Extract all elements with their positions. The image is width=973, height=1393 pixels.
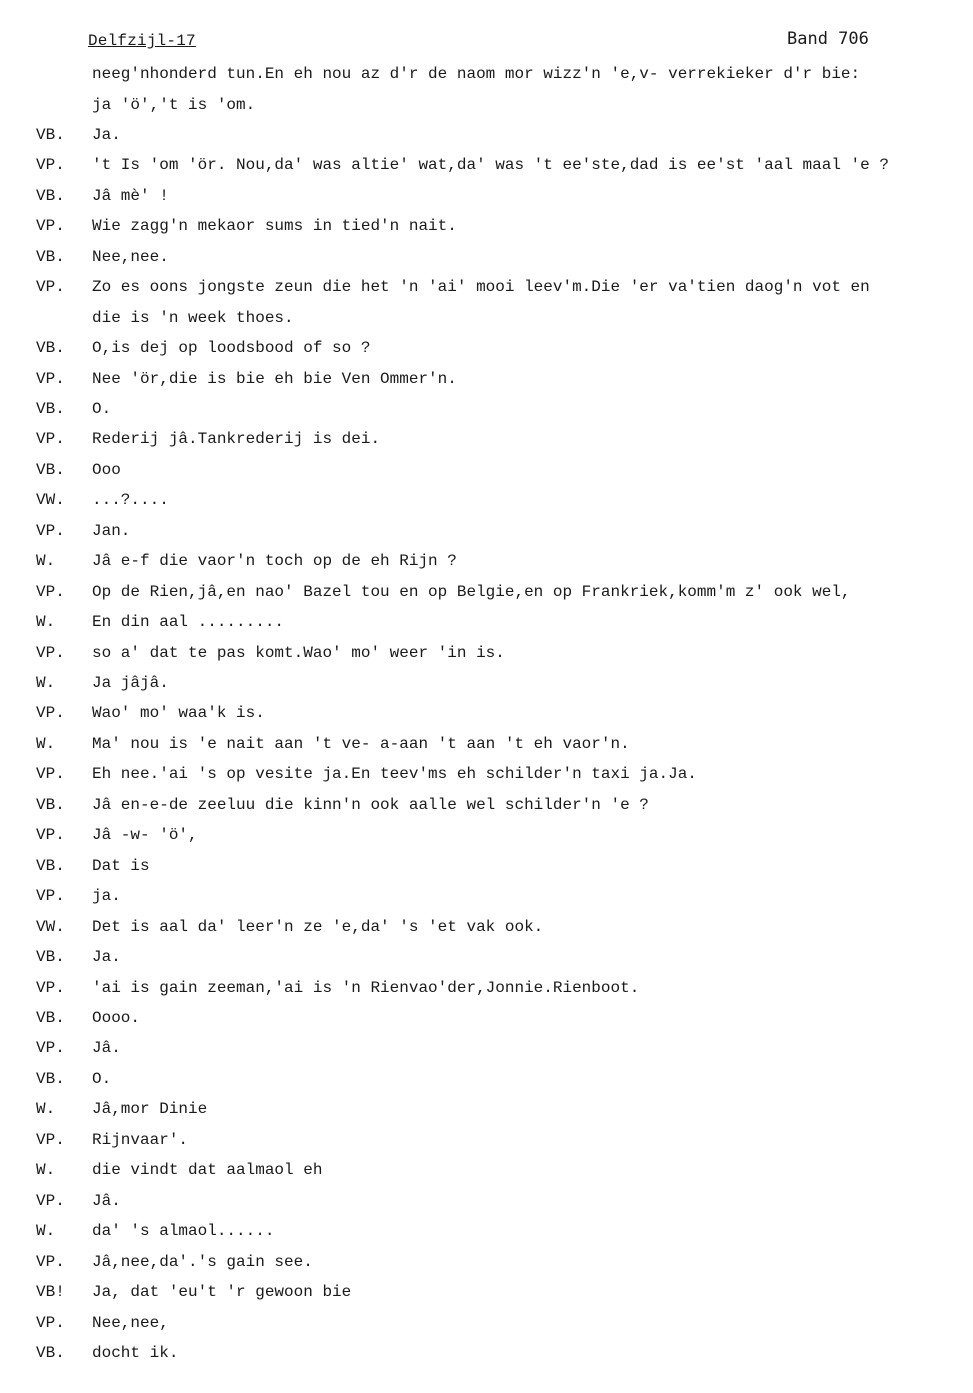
utterance-text: Rijnvaar'. — [92, 1130, 189, 1149]
transcript-line — [0, 245, 973, 269]
speaker-label: VP. — [36, 1039, 65, 1058]
transcript-line — [0, 275, 973, 299]
transcript-line — [0, 854, 973, 878]
utterance-text: Eh nee.'ai 's op vesite ja.En teev'ms eh schilder'n taxi ja.Ja. — [92, 765, 697, 784]
speaker-label: W. — [36, 1100, 56, 1119]
transcript-line — [0, 793, 973, 817]
speaker-label: VP. — [36, 643, 65, 662]
speaker-label: VP. — [36, 430, 65, 449]
speaker-label: VB. — [36, 795, 65, 814]
utterance-text: docht ik. — [92, 1343, 179, 1362]
utterance-text: Jâ. — [92, 1191, 121, 1210]
transcript-line — [0, 641, 973, 665]
speaker-label: W. — [36, 1222, 56, 1241]
utterance-text: O. — [92, 399, 112, 418]
utterance-text: O. — [92, 1069, 112, 1088]
transcript-line — [0, 427, 973, 451]
speaker-label: VW. — [36, 917, 65, 936]
speaker-label: VP. — [36, 1252, 65, 1271]
utterance-text: die is 'n week thoes. — [92, 308, 294, 327]
speaker-label: VB. — [36, 948, 65, 966]
transcript-line — [0, 580, 973, 604]
transcript-line — [0, 488, 973, 512]
utterance-text: Rederij jâ.Tankrederij is dei. — [92, 430, 381, 449]
transcript-line — [0, 458, 973, 482]
speaker-label: W. — [36, 674, 56, 692]
transcript-line — [0, 93, 973, 117]
speaker-label: VP. — [36, 978, 65, 997]
transcript-line — [0, 884, 973, 908]
speaker-label: W. — [36, 613, 56, 632]
speaker-label: VB. — [36, 125, 65, 144]
utterance-text: Jâ mè' ! — [92, 186, 169, 205]
speaker-label: VW. — [36, 491, 65, 510]
utterance-text: Op de Rien,jâ,en nao' Bazel tou en op Belgie,en op Frankriek,komm'm z' ook wel, — [92, 582, 851, 601]
speaker-label: VP. — [36, 704, 65, 723]
transcript-line — [0, 1189, 973, 1213]
utterance-text: Jâ,nee,da'.'s gain see. — [92, 1252, 313, 1271]
speaker-label: VB. — [36, 1343, 65, 1362]
transcript-line — [0, 62, 973, 86]
transcript-line — [0, 184, 973, 208]
speaker-label: VB. — [36, 1069, 65, 1088]
transcript-line — [0, 945, 973, 969]
utterance-text: Ma' nou is 'e nait aan 't ve- a-aan 't aan 't eh vaor'n. — [92, 734, 630, 753]
transcript-line — [0, 1036, 973, 1060]
speaker-label: VB. — [36, 460, 65, 479]
utterance-text: Jâ,mor Dinie — [92, 1100, 208, 1119]
utterance-text: ja 'ö','t is 'om. — [92, 95, 256, 114]
transcript-line — [0, 823, 973, 847]
utterance-text: Ja jâjâ. — [92, 674, 169, 692]
speaker-label: VB. — [36, 1008, 65, 1027]
transcript-line — [0, 732, 973, 756]
speaker-label: VP. — [36, 826, 65, 845]
speaker-label: VP. — [36, 1313, 65, 1332]
utterance-text: Jan. — [92, 521, 131, 540]
utterance-text: Dat is — [92, 856, 150, 875]
speaker-label: VB. — [36, 247, 65, 266]
utterance-text: die vindt dat aalmaol eh — [92, 1161, 323, 1180]
utterance-text: Ja, dat 'eu't 'r gewoon bie — [92, 1283, 352, 1301]
transcript-line — [0, 671, 973, 695]
speaker-label: VP. — [36, 217, 65, 236]
transcript-line — [0, 976, 973, 1000]
speaker-label: W. — [36, 1161, 56, 1180]
transcript-line — [0, 1250, 973, 1274]
utterance-text: Nee,nee. — [92, 247, 169, 266]
tape-number: Band 706 — [787, 29, 869, 49]
speaker-label: VP. — [36, 278, 65, 297]
utterance-text: En din aal ......... — [92, 613, 285, 632]
utterance-text: Jâ en-e-de zeeluu die kinn'n ook aalle wel schilder'n 'e ? — [92, 795, 649, 814]
transcript-line — [0, 367, 973, 391]
transcript-line — [0, 915, 973, 939]
utterance-text: Det is aal da' leer'n ze 'e,da' 's 'et vak ook. — [92, 917, 544, 936]
utterance-text: Ja. — [92, 125, 121, 144]
speaker-label: VP. — [36, 156, 65, 175]
transcript-line — [0, 1311, 973, 1335]
utterance-text: 'ai is gain zeeman,'ai is 'n Rienvao'der,Jonnie.Rienboot. — [92, 978, 640, 997]
speaker-label: VB. — [36, 856, 65, 875]
speaker-label: VP. — [36, 582, 65, 601]
document-id: Delfzijl-17 — [88, 32, 196, 50]
transcript-line — [0, 336, 973, 360]
utterance-text: Nee 'ör,die is bie eh bie Ven Ommer'n. — [92, 369, 457, 388]
transcript-line — [0, 701, 973, 725]
utterance-text: Wie zagg'n mekaor sums in tied'n nait. — [92, 217, 457, 236]
utterance-text: Jâ e-f die vaor'n toch op de eh Rijn ? — [92, 552, 457, 571]
transcript-line — [0, 1067, 973, 1091]
utterance-text: Jâ. — [92, 1039, 121, 1058]
speaker-label: VB. — [36, 339, 65, 358]
transcript-line — [0, 519, 973, 543]
transcript-line — [0, 214, 973, 238]
utterance-text: ...?.... — [92, 491, 169, 510]
transcript-line — [0, 1006, 973, 1030]
speaker-label: VP. — [36, 765, 65, 784]
utterance-text: neeg'nhonderd tun.En eh nou az d'r de naom mor wizz'n 'e,v- verrekieker d'r bie: — [92, 65, 861, 83]
utterance-text: Nee,nee, — [92, 1313, 169, 1332]
speaker-label: W. — [36, 552, 56, 571]
utterance-text: Ja. — [92, 948, 121, 966]
speaker-label: VB. — [36, 399, 65, 418]
utterance-text: 't Is 'om 'ör. Nou,da' was altie' wat,da' was 't ee'ste,dad is ee'st 'aal maal 'e ? — [92, 156, 889, 175]
utterance-text: Oooo. — [92, 1008, 141, 1027]
transcript-line — [0, 1341, 973, 1365]
transcript-line — [0, 1128, 973, 1152]
speaker-label: VP. — [36, 1130, 65, 1149]
transcript-line — [0, 1280, 973, 1304]
transcript-line — [0, 549, 973, 573]
utterance-text: Zo es oons jongste zeun die het 'n 'ai' mooi leev'm.Die 'er va'tien daog'n vot en — [92, 278, 870, 297]
transcript-line — [0, 610, 973, 634]
speaker-label: VP. — [36, 1191, 65, 1210]
speaker-label: W. — [36, 734, 56, 753]
utterance-text: ja. — [92, 887, 121, 906]
utterance-text: Jâ -w- 'ö', — [92, 826, 198, 845]
transcript-line — [0, 1158, 973, 1182]
speaker-label: VP. — [36, 887, 65, 906]
transcript-line — [0, 397, 973, 421]
speaker-label: VP. — [36, 521, 65, 540]
utterance-text: Wao' mo' waa'k is. — [92, 704, 265, 723]
utterance-text: da' 's almaol...... — [92, 1222, 275, 1241]
transcript-line — [0, 123, 973, 147]
speaker-label: VP. — [36, 369, 65, 388]
transcript-line — [0, 1219, 973, 1243]
transcript-line — [0, 762, 973, 786]
speaker-label: VB! — [36, 1283, 65, 1301]
utterance-text: so a' dat te pas komt.Wao' mo' weer 'in is. — [92, 643, 505, 662]
utterance-text: Ooo — [92, 460, 121, 479]
speaker-label: VB. — [36, 186, 65, 205]
transcript-line — [0, 306, 973, 330]
transcript-line — [0, 1097, 973, 1121]
transcript-line — [0, 153, 973, 177]
utterance-text: O,is dej op loodsbood of so ? — [92, 339, 371, 358]
